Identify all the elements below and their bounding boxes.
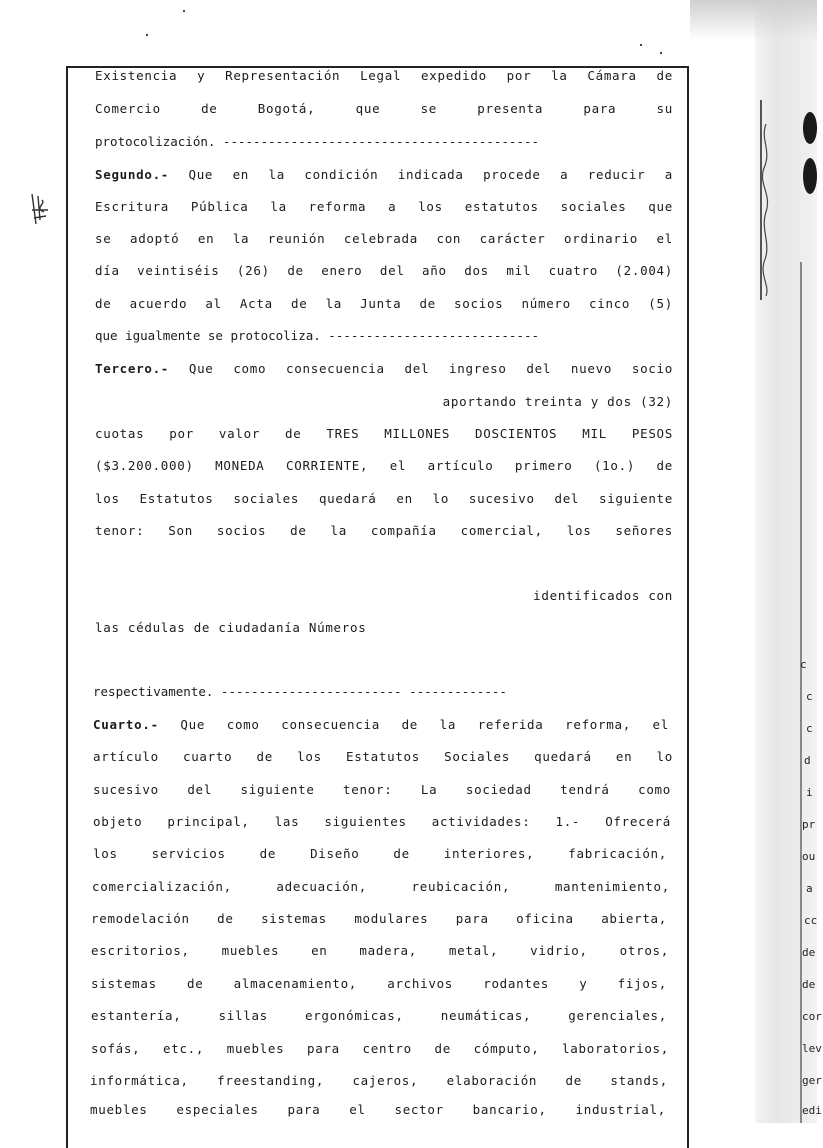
redacted-block: [92, 390, 392, 414]
document-line: ($3.200.000) MONEDA CORRIENTE, el artículo primero (1o.) de: [95, 458, 673, 473]
scan-shadow: [690, 0, 817, 40]
document-line: sucesivo del siguiente tenor: La sociedad tendrá como: [93, 782, 671, 797]
adjacent-page-text: cor: [802, 1010, 822, 1023]
adjacent-page-text: cc: [804, 914, 818, 927]
scan-speck: [183, 10, 185, 12]
document-line: sistemas de almacenamiento, archivos rodantes y fijos,: [91, 976, 667, 991]
document-line: Existencia y Representación Legal expedido por la Cámara de: [95, 68, 673, 83]
adjacent-page-text: c: [800, 658, 807, 671]
redacted-block: [90, 552, 680, 586]
document-line: tenor: Son socios de la compañía comercial, los señores: [95, 523, 673, 538]
document-line: estantería, sillas ergonómicas, neumáticas, gerenciales,: [91, 1008, 667, 1023]
section-heading: Cuarto.-: [93, 717, 159, 732]
redacted-block: [440, 612, 680, 642]
document-line: se adoptó en la reunión celebrada con carácter ordinario el: [95, 231, 673, 246]
section-heading: Segundo.-: [95, 167, 170, 182]
document-line: Escritura Pública la reforma a los estatutos sociales que: [95, 199, 673, 214]
adjacent-page-text: c: [806, 722, 813, 735]
document-line: que igualmente se protocoliza. ----------------------------: [95, 328, 540, 343]
adjacent-page-text: d: [804, 754, 811, 767]
margin-initials-icon: [28, 190, 52, 230]
margin-handwriting-icon: [756, 120, 776, 300]
adjacent-page-text: ou: [802, 850, 816, 863]
document-line: los servicios de Diseño de interiores, fabricación,: [93, 846, 667, 861]
document-line: respectivamente. ------------------------ -------------: [93, 684, 507, 699]
adjacent-page-rule: [800, 262, 802, 1123]
scan-speck: [660, 52, 662, 54]
section-heading: Tercero.-: [95, 361, 170, 376]
scan-speck: [640, 44, 642, 46]
document-line: Segundo.- Que en la condición indicada procede a reducir a: [95, 167, 673, 182]
adjacent-page-text: a: [806, 882, 813, 895]
document-line: muebles especiales para el sector bancario, industrial,: [90, 1102, 666, 1117]
document-line: protocolización. ------------------------------------------: [95, 134, 540, 149]
document-line: remodelación de sistemas modulares para oficina abierta,: [91, 911, 667, 926]
scan-speck: [146, 34, 148, 36]
document-line: informática, freestanding, cajeros, elaboración de stands,: [90, 1073, 668, 1088]
adjacent-page-text: c: [806, 690, 813, 703]
document-line: identificados con: [533, 588, 673, 603]
document-line: las cédulas de ciudadanía Números: [95, 620, 367, 635]
adjacent-page-text: de: [802, 946, 816, 959]
adjacent-page-text: edi: [802, 1104, 822, 1117]
document-line: sofás, etc., muebles para centro de cómputo, laboratorios,: [91, 1041, 669, 1056]
document-line: comercialización, adecuación, reubicación, mantenimiento,: [92, 879, 670, 894]
document-line: de acuerdo al Acta de la Junta de socios número cinco (5): [95, 296, 673, 311]
document-line: objeto principal, las siguientes actividades: 1.- Ofrecerá: [93, 814, 671, 829]
document-line: escritorios, muebles en madera, metal, vidrio, otros,: [91, 943, 669, 958]
binding-hole-icon: [803, 112, 817, 144]
adjacent-page-text: lev: [802, 1042, 822, 1055]
document-line: cuotas por valor de TRES MILLONES DOSCIENTOS MIL PESOS: [95, 426, 673, 441]
document-line: artículo cuarto de los Estatutos Sociales quedará en lo: [93, 749, 673, 764]
document-line: aportando treinta y dos (32): [442, 394, 673, 409]
document-line: día veintiséis (26) de enero del año dos mil cuatro (2.004): [95, 263, 673, 278]
document-line: Comercio de Bogotá, que se presenta para su: [95, 101, 673, 116]
adjacent-page-text: ger: [802, 1074, 822, 1087]
adjacent-page-text: de: [802, 978, 816, 991]
document-line: Tercero.- Que como consecuencia del ingreso del nuevo socio: [95, 361, 673, 376]
adjacent-page-text: pr: [802, 818, 816, 831]
binding-hole-icon: [803, 158, 817, 194]
document-line: Cuarto.- Que como consecuencia de la referida reforma, el: [93, 717, 669, 732]
document-line: los Estatutos sociales quedará en lo sucesivo del siguiente: [95, 491, 673, 506]
redacted-block: [90, 644, 680, 680]
adjacent-page-text: i: [806, 786, 813, 799]
